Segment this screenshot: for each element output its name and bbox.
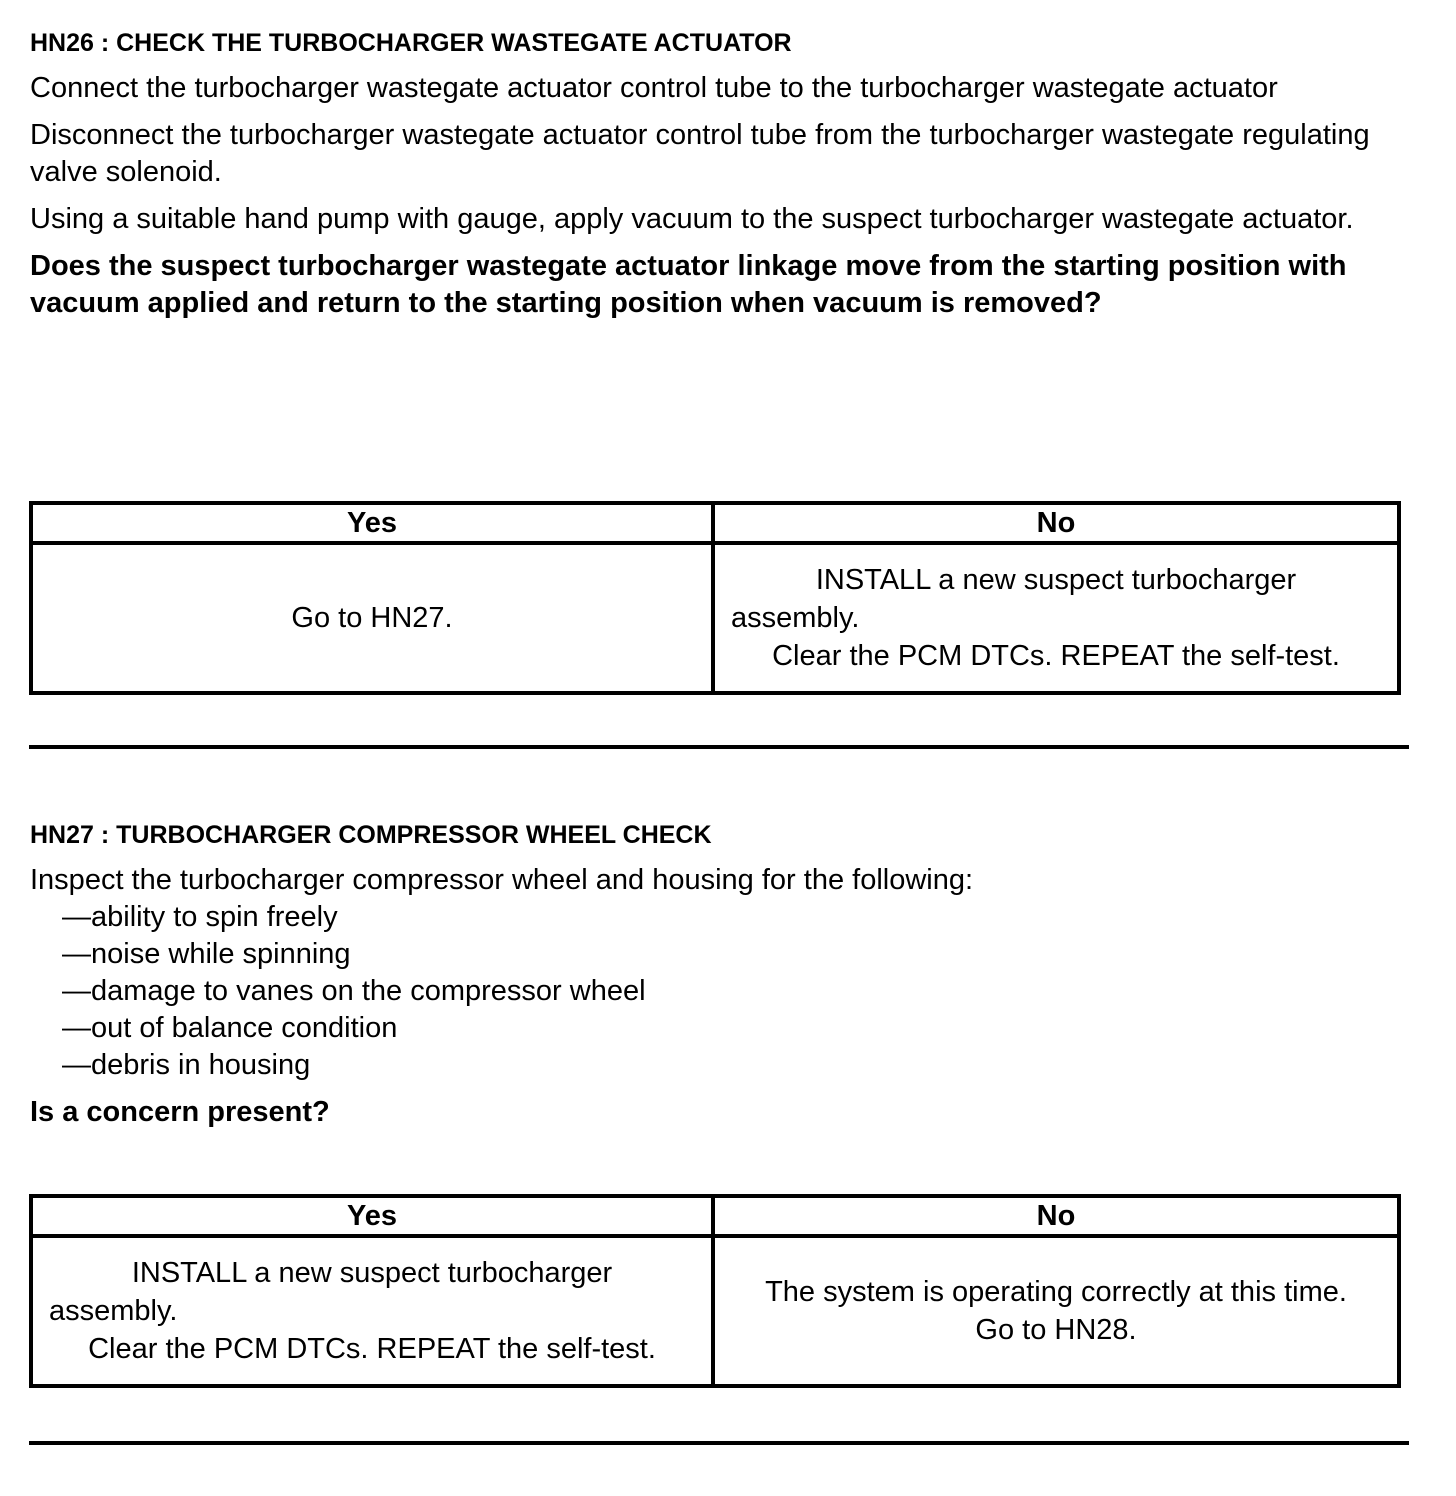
inspection-list [30, 899, 1410, 1084]
step-hn26 [30, 28, 1410, 322]
no-cell [713, 1236, 1399, 1386]
instruction-paragraph: Inspect the turbocharger compressor wheel and housing for the following: [30, 864, 974, 896]
yes-header: Yes [31, 503, 713, 543]
yes-no-table [29, 1194, 1401, 1388]
table-row [31, 1236, 1399, 1386]
step-heading: HN27 : TURBOCHARGER COMPRESSOR WHEEL CHECK [30, 821, 712, 849]
list-item: — damage to vanes on the compressor wheel [62, 973, 1410, 1010]
list-item: — out of balance condition [62, 1010, 1410, 1047]
yes-cell [31, 543, 713, 693]
yes-cell-line: INSTALL a new suspect turbocharger [131, 1257, 613, 1289]
list-item: — noise while spinning [62, 936, 1410, 973]
step-question: Does the suspect turbocharger wastegate actuator linkage move from the starting position with vacuum applied and return to the starting position when vacuum is removed? [30, 250, 1347, 319]
no-header: No [713, 1196, 1399, 1236]
yes-header: Yes [31, 1196, 713, 1236]
yes-no-table [29, 501, 1401, 695]
no-cell-line: assembly. [731, 602, 860, 634]
yes-cell-line: Clear the PCM DTCs. REPEAT the self-test. [88, 1333, 656, 1365]
table-header-row [31, 1196, 1399, 1236]
no-cell-line: INSTALL a new suspect turbocharger [815, 564, 1297, 596]
no-cell [713, 543, 1399, 693]
list-item: — debris in housing [62, 1047, 1410, 1084]
section-divider [29, 1441, 1409, 1445]
step-heading: HN26 : CHECK THE TURBOCHARGER WASTEGATE ACTUATOR [30, 29, 792, 57]
no-cell-line: The system is operating correctly at this time. [765, 1276, 1347, 1308]
table-header-row [31, 503, 1399, 543]
no-cell-line: Clear the PCM DTCs. REPEAT the self-test. [772, 640, 1340, 672]
yes-cell [31, 1236, 713, 1386]
step-hn27 [30, 820, 1410, 1131]
no-header: No [713, 503, 1399, 543]
instruction-paragraph: Disconnect the turbocharger wastegate actuator control tube from the turbocharger wastegate regulating valve solenoid. [30, 119, 1370, 188]
yes-cell-text: Go to HN27. [291, 602, 453, 634]
no-cell-line: Go to HN28. [975, 1314, 1137, 1346]
yes-cell-line: assembly. [49, 1295, 178, 1327]
instruction-paragraph: Using a suitable hand pump with gauge, apply vacuum to the suspect turbocharger wastegate actuator. [30, 203, 1354, 235]
instruction-paragraph: Connect the turbocharger wastegate actuator control tube to the turbocharger wastegate actuator [30, 72, 1278, 104]
table-row [31, 543, 1399, 693]
section-divider [29, 745, 1409, 749]
list-item: — ability to spin freely [62, 899, 1410, 936]
step-question: Is a concern present? [30, 1096, 330, 1128]
